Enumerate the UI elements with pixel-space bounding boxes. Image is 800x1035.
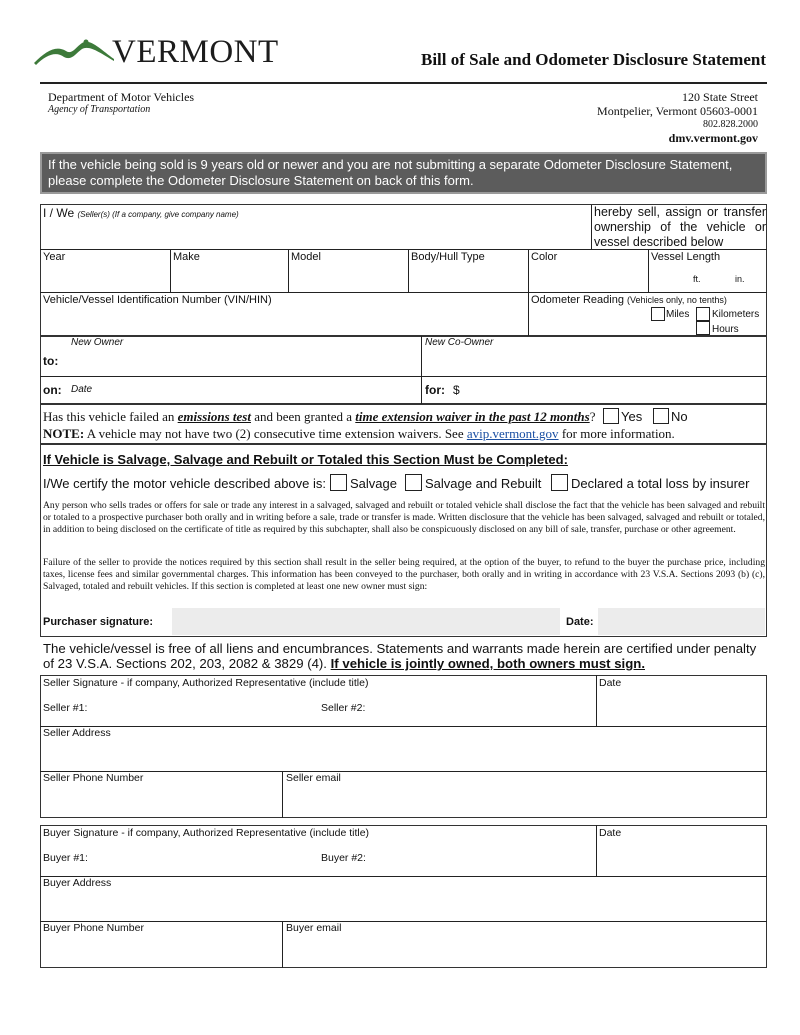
buyer-address-label: Buyer Address	[43, 877, 112, 889]
seller-phone-field[interactable]	[41, 785, 281, 816]
odometer-label	[531, 294, 727, 306]
agency-name: Agency of Transportation	[48, 104, 151, 115]
kilometers-checkbox[interactable]	[696, 307, 710, 321]
body-type-label: Body/Hull Type	[411, 251, 485, 263]
total-loss-label: Declared a total loss by insurer	[571, 476, 750, 491]
note-text: A vehicle may not have two (2) consecutive time extension waivers. See	[84, 426, 467, 441]
buyer-address-field[interactable]	[41, 890, 766, 920]
total-loss-checkbox[interactable]	[551, 474, 568, 491]
vessel-length-label: Vessel Length	[651, 251, 721, 263]
seller-phone-label: Seller Phone Number	[43, 772, 144, 784]
salvage-option-label: Salvage	[350, 476, 397, 491]
model-label: Model	[291, 251, 321, 263]
buyer-2-signature-field[interactable]	[372, 842, 594, 874]
seller-note: (Seller(s) (If a company, give company name)	[77, 210, 239, 219]
purchaser-signature-label: Purchaser signature:	[43, 616, 154, 628]
miles-checkbox[interactable]	[651, 307, 665, 321]
year-field[interactable]	[41, 264, 169, 291]
seller-address-label: Seller Address	[43, 727, 111, 739]
seller-2-label: Seller #2:	[321, 702, 366, 714]
salvage-rebuilt-label: Salvage and Rebuilt	[425, 476, 542, 491]
seller-date-label: Date	[599, 677, 622, 689]
divider	[40, 249, 767, 250]
seller-email-label: Seller email	[286, 772, 341, 784]
website: dmv.vermont.gov	[668, 131, 758, 145]
odometer-text: Odometer Reading	[531, 294, 624, 306]
divider	[528, 292, 529, 336]
divider	[40, 771, 767, 772]
seller-label	[43, 206, 239, 220]
miles-label: Miles	[666, 309, 690, 320]
salvage-disclosure-text: Any person who sells trades or offers for sale or trade any interest in a salvaged, salvaged and rebuilt or totaled vehicle shall disclose the fact that the vehicle has been salvaged and rebuilt or totaled to a prospective purchaser both orally and in writing before a sale, trade or transfer is made. Written disclosure that the vehicle has been salvaged, salvaged and rebuilt or totaled, in addition to being disclosed on the certificate of title as required by this subchapter, shall also be conspicuously disclosed on any bill of sale, transfer, purchase or other agreement.	[43, 500, 765, 535]
liens-statement	[43, 641, 768, 671]
purchaser-date-label: Date:	[566, 616, 594, 628]
for-label: for:	[425, 383, 445, 397]
vermont-logo-mountain-icon	[34, 37, 116, 67]
yes-checkbox[interactable]	[603, 408, 619, 424]
divider	[648, 249, 649, 292]
buyer-1-label: Buyer #1:	[43, 852, 88, 864]
department-name: Department of Motor Vehicles	[48, 90, 195, 104]
dollar-sign: $	[453, 383, 460, 397]
new-coowner-label: New Co-Owner	[425, 337, 494, 348]
q-text: Has this vehicle failed an	[43, 409, 178, 424]
buyer-email-label: Buyer email	[286, 922, 342, 934]
q-waiver: time extension waiver in the past 12 months	[355, 409, 590, 424]
divider	[40, 292, 767, 293]
form-title: Bill of Sale and Odometer Disclosure Statement	[420, 50, 766, 69]
yes-label: Yes	[621, 409, 643, 424]
divider	[282, 921, 283, 968]
buyer-date-field[interactable]	[598, 840, 765, 874]
color-field[interactable]	[529, 264, 647, 291]
divider	[40, 921, 767, 922]
hours-label: Hours	[712, 324, 739, 335]
vermont-logo: VERMONT	[112, 34, 279, 70]
emissions-question	[43, 409, 595, 425]
buyer-signature-label: Buyer Signature - if company, Authorized Representative (include title)	[43, 827, 370, 839]
seller-date-field[interactable]	[598, 690, 765, 724]
buyer-date-label: Date	[599, 827, 622, 839]
vin-label: Vehicle/Vessel Identification Number (VIN/HIN)	[43, 294, 272, 306]
seller-name-field[interactable]	[41, 220, 591, 248]
inches-label: in.	[735, 274, 745, 284]
q-text: and been granted a	[250, 409, 356, 424]
year-label: Year	[43, 251, 66, 263]
seller-email-field[interactable]	[284, 785, 766, 816]
avip-link[interactable]: avip.vermont.gov	[466, 426, 559, 441]
seller-1-label: Seller #1:	[43, 702, 88, 714]
buyer-email-field[interactable]	[284, 935, 766, 966]
body-type-field[interactable]	[409, 264, 527, 291]
q-emissions: emissions test	[177, 409, 251, 424]
seller-1-signature-field[interactable]	[92, 692, 316, 724]
new-owner-label: New Owner	[71, 337, 124, 348]
new-owner-field[interactable]	[65, 348, 420, 375]
make-field[interactable]	[171, 264, 287, 291]
divider	[421, 336, 422, 404]
feet-label: ft.	[693, 274, 701, 284]
make-label: Make	[173, 251, 200, 263]
joint-owner-note: If vehicle is jointly owned, both owners must sign.	[330, 656, 645, 671]
divider	[596, 675, 597, 726]
seller-signature-label: Seller Signature - if company, Authorized Representative (include title)	[43, 677, 369, 689]
salvage-refund-text: Failure of the seller to provide the notices required by this section shall result in the seller being required, at the option of the buyer, to refund to the buyer the purchase price, including taxes, license fees and similar governmental charges. This information has been conveyed to the purchaser, both orally and in writing in accordance with 23 V.S.A. Sections 2093 (b) (c), Salvaged, totaled and rebuilt vehicles. If this section is completed at least one new owner must sign:	[43, 557, 765, 592]
model-field[interactable]	[289, 264, 407, 291]
iwe-label: I / We	[43, 206, 75, 220]
on-label: on:	[43, 383, 62, 397]
address-line-2: Montpelier, Vermont 05603-0001	[597, 104, 758, 118]
to-label: to:	[43, 354, 59, 368]
seller-address-field[interactable]	[41, 740, 766, 770]
divider	[591, 205, 592, 249]
salvage-rebuilt-checkbox[interactable]	[405, 474, 422, 491]
new-coowner-field[interactable]	[423, 348, 766, 375]
buyer-2-label: Buyer #2:	[321, 852, 366, 864]
divider	[596, 825, 597, 876]
note-label: NOTE:	[43, 426, 85, 441]
divider	[40, 726, 767, 727]
note-text: for more information.	[558, 426, 675, 441]
divider	[40, 376, 767, 377]
date-label: Date	[71, 384, 93, 395]
no-label: No	[671, 409, 688, 424]
q-text: ?	[589, 409, 596, 424]
emissions-note	[43, 426, 675, 442]
liens-text: The vehicle/vessel is free of all liens and encumbrances. Statements and warrants made herein are certified under penalty of 23 V.S.A. Sections 202, 203, 2082 & 3829 (4).	[43, 641, 757, 671]
sale-date-field[interactable]	[100, 378, 418, 402]
phone-number: 802.828.2000	[703, 119, 758, 130]
no-checkbox[interactable]	[653, 408, 669, 424]
header-divider	[40, 82, 767, 84]
divider	[282, 771, 283, 818]
salvage-heading: If Vehicle is Salvage, Salvage and Rebuilt or Totaled this Section Must be Completed:	[43, 452, 568, 467]
kilometers-label: Kilometers	[712, 309, 760, 320]
divider	[40, 876, 767, 877]
buyer-phone-field[interactable]	[41, 935, 281, 966]
purchaser-signature-field[interactable]	[172, 608, 560, 635]
hereby-text: hereby sell, assign or transfer ownership of the vehicle or vessel described below	[594, 205, 766, 249]
buyer-phone-label: Buyer Phone Number	[43, 922, 144, 934]
salvage-checkbox[interactable]	[330, 474, 347, 491]
odometer-note: (Vehicles only, no tenths)	[627, 295, 727, 305]
buyer-1-signature-field[interactable]	[92, 842, 316, 874]
sale-price-field[interactable]	[465, 378, 765, 402]
vin-field[interactable]	[41, 307, 527, 335]
address-line-1: 120 State Street	[682, 90, 758, 104]
odometer-notice-banner: If the vehicle being sold is 9 years old or newer and you are not submitting a separate Odometer Disclosure Statement, please complete the Odometer Disclosure Statement on back of this form.	[40, 152, 767, 194]
purchaser-date-field[interactable]	[598, 608, 765, 635]
color-label: Color	[531, 251, 558, 263]
seller-2-signature-field[interactable]	[372, 692, 594, 724]
salvage-certify: I/We certify the motor vehicle described above is:	[43, 476, 326, 491]
hours-checkbox[interactable]	[696, 321, 710, 335]
